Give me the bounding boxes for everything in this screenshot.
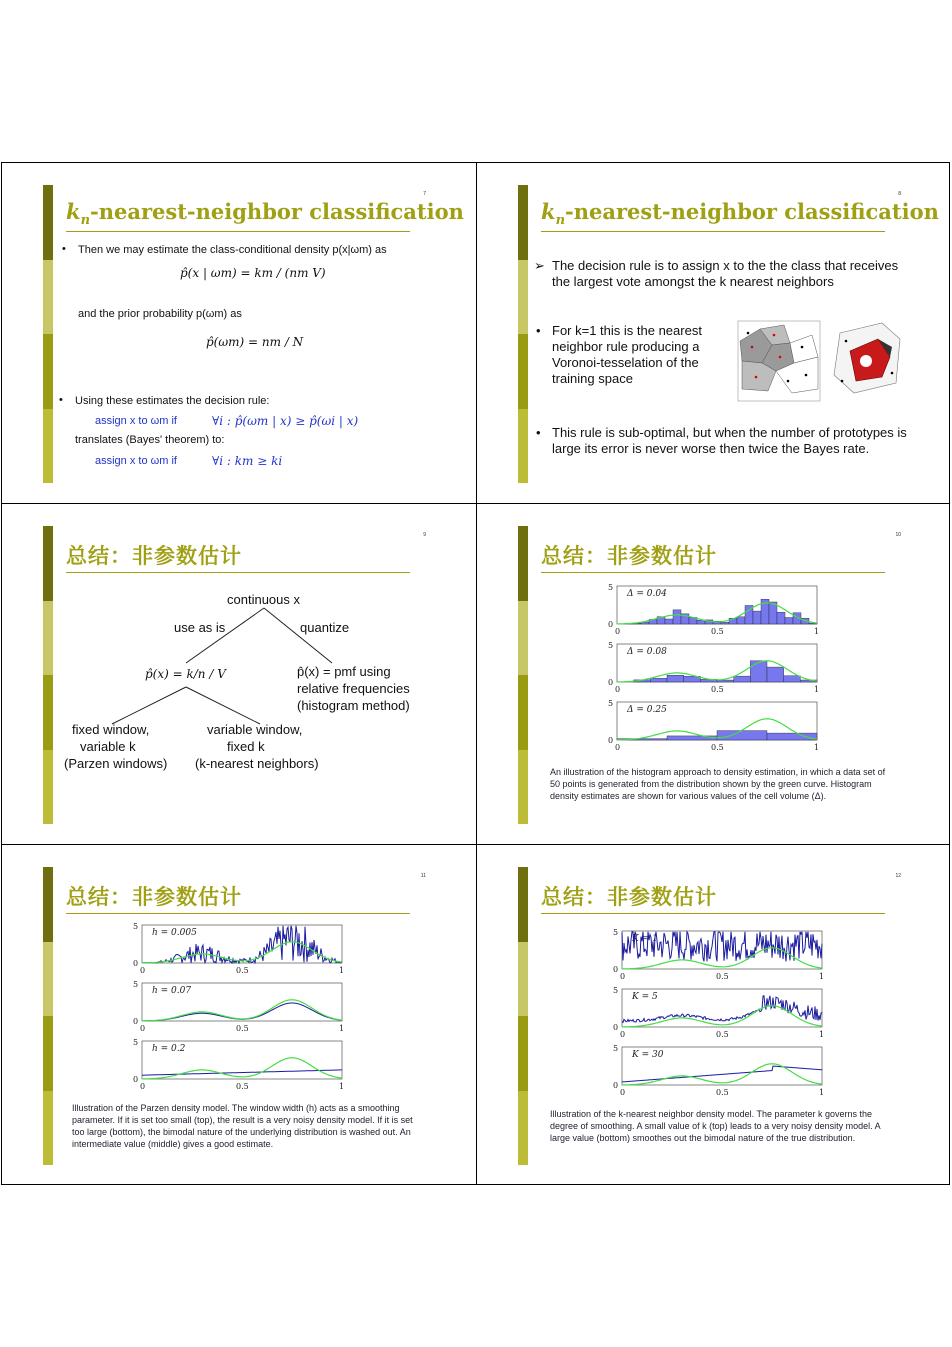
x-tick-label: 0 <box>140 966 146 975</box>
y-tick-label: 5 <box>133 922 139 931</box>
y-tick-label: 5 <box>608 583 614 592</box>
histogram-bar <box>721 622 729 624</box>
tree-node-text: relative frequencies <box>297 681 410 696</box>
panel-label: K = 30 <box>632 1050 664 1060</box>
x-tick-label: 0 <box>140 1024 146 1033</box>
slide-7 <box>2 163 476 503</box>
histogram-bar <box>737 617 745 624</box>
slide-title: 总结：非参数估计 <box>541 543 717 568</box>
accent-bar <box>518 185 528 483</box>
slide-grid <box>1 162 950 1185</box>
bullet-text: Then we may estimate the class-conditional density p(x|ωm) as <box>78 244 387 256</box>
histogram-bar <box>767 667 784 682</box>
slide-12 <box>477 845 951 1185</box>
bullet-dot: • <box>59 394 63 406</box>
title-underline <box>541 572 885 573</box>
histogram-bar <box>767 733 817 740</box>
x-tick-label: 0.5 <box>236 966 249 975</box>
y-tick-label: 0 <box>613 965 619 974</box>
page-number: 8 <box>898 191 901 197</box>
histogram-bar <box>650 678 667 682</box>
panel-label: K = 5 <box>632 992 658 1002</box>
page-number: 9 <box>423 532 426 538</box>
figure-caption: An illustration of the histogram approach to density estimation, in which a data set of 50 points is generated from the distribution shown by the green curve. Histogram density estimates are shown for various values of the cell volume (Δ). <box>550 767 886 801</box>
page-number: 10 <box>895 532 901 538</box>
y-tick-label: 0 <box>133 1075 139 1084</box>
equation-prior: p̂(ωm) = nm / N <box>206 335 304 349</box>
accent-bar <box>518 867 528 1165</box>
x-tick-label: 0 <box>615 685 621 694</box>
tree-leaf-text: variable k <box>80 739 136 754</box>
body-text: translates (Bayes' theorem) to: <box>75 434 225 446</box>
voronoi-illustration <box>732 311 912 406</box>
histogram-bar <box>750 661 767 682</box>
x-tick-label: 0.5 <box>236 1024 249 1033</box>
slide-10 <box>477 504 951 844</box>
x-tick-label: 0 <box>620 972 626 981</box>
bullet-text: Using these estimates the decision rule: <box>75 395 270 407</box>
y-tick-label: 5 <box>608 641 614 650</box>
title-underline <box>66 913 410 914</box>
bullet-text: This rule is sub-optimal, but when the number of prototypes is large its error is never worse then twice the Bayes rate. <box>552 425 907 456</box>
y-tick-label: 5 <box>608 699 614 708</box>
slide-title: $k_n-nearest$-neighbor classification <box>541 199 939 229</box>
y-tick-label: 5 <box>613 986 619 995</box>
panel-label: K = 1 <box>632 934 658 944</box>
figure-caption: Illustration of the k-nearest neighbor density model. The parameter k governs the degree of smoothing. A small value of k (top) leads to a very noisy density model. A large value (bottom) smoothes out the bimodal nature of the true distribution. <box>550 1109 881 1143</box>
estimation-tree <box>2 504 476 844</box>
x-tick-label: 0.5 <box>711 627 724 636</box>
accent-bar <box>43 867 53 1165</box>
x-tick-label: 1 <box>339 1024 345 1033</box>
panel-label: h = 0.2 <box>152 1044 186 1054</box>
x-tick-label: 0 <box>615 743 621 752</box>
panel-label: Δ = 0.04 <box>627 589 667 599</box>
title-underline <box>541 231 885 232</box>
bullet-text: For k=1 this is the nearest neighbor rule producing a Voronoi-tesselation of the training space <box>552 323 702 386</box>
bullet-text: The decision rule is to assign x to the the class that receives the largest vote amongst the k nearest neighbors <box>552 258 899 289</box>
y-tick-label: 0 <box>613 1081 619 1090</box>
x-tick-label: 1 <box>819 972 825 981</box>
arrow-bullet-icon: ➢ <box>534 258 545 273</box>
parzen-figure <box>130 917 355 1102</box>
panel-label: h = 0.005 <box>152 928 197 938</box>
equation-density: p̂(x | ωm) = km / (nm V) <box>180 266 326 280</box>
x-tick-label: 0 <box>140 1082 146 1091</box>
histogram-bar <box>717 731 767 740</box>
y-tick-label: 0 <box>133 1017 139 1026</box>
accent-bar <box>43 185 53 483</box>
body-text: and the prior probability p(ωm) as <box>78 308 242 320</box>
x-tick-label: 0.5 <box>716 972 729 981</box>
y-tick-label: 0 <box>608 678 614 687</box>
x-tick-label: 1 <box>814 685 820 694</box>
y-tick-label: 0 <box>133 959 139 968</box>
bullet-dot: • <box>536 323 541 338</box>
histogram-figure <box>605 578 830 763</box>
histogram-bar <box>665 619 673 624</box>
rule-label: assign x to ωm if <box>95 455 177 467</box>
histogram-bar <box>667 675 684 682</box>
x-tick-label: 0.5 <box>716 1088 729 1097</box>
y-tick-label: 5 <box>133 1038 139 1047</box>
knn-figure <box>610 923 835 1108</box>
tree-leaf-text: fixed window, <box>72 722 150 737</box>
tree-leaf-text: (Parzen windows) <box>64 756 168 771</box>
x-tick-label: 0.5 <box>711 743 724 752</box>
x-tick-label: 1 <box>814 627 820 636</box>
bullet-dot: • <box>62 243 66 255</box>
y-tick-label: 0 <box>608 620 614 629</box>
tree-edge-label: quantize <box>300 620 350 635</box>
slide-11 <box>2 845 476 1185</box>
histogram-bar <box>777 612 785 624</box>
histogram-bar <box>734 676 751 682</box>
y-tick-label: 5 <box>133 980 139 989</box>
x-tick-label: 0.5 <box>236 1082 249 1091</box>
tree-leaf-text: fixed k <box>227 739 265 754</box>
slide-8 <box>477 163 951 503</box>
y-tick-label: 5 <box>613 928 619 937</box>
slide-title: $k_n-nearest$-neighbor classification <box>66 199 464 229</box>
tree-leaf-text: (k-nearest neighbors) <box>195 756 319 771</box>
y-tick-label: 5 <box>613 1044 619 1053</box>
tree-root: continuous x <box>227 592 300 607</box>
histogram-bar <box>785 618 793 624</box>
tree-edge-label: use as is <box>174 620 226 635</box>
title-underline <box>541 913 885 914</box>
slide-title: 总结：非参数估计 <box>541 884 717 909</box>
tree-leaf-text: variable window, <box>207 722 303 737</box>
x-tick-label: 1 <box>819 1030 825 1039</box>
x-tick-label: 0 <box>620 1088 626 1097</box>
x-tick-label: 0 <box>620 1030 626 1039</box>
tree-node-formula: p̂(x) = k/n / V <box>145 667 226 681</box>
rule-condition: ∀i : km ≥ ki <box>212 454 283 468</box>
page-number: 12 <box>895 873 901 879</box>
accent-bar <box>518 526 528 824</box>
histogram-bar <box>753 611 761 624</box>
slide-title: 总结：非参数估计 <box>66 543 242 568</box>
x-tick-label: 1 <box>339 1082 345 1091</box>
x-tick-label: 0 <box>615 627 621 636</box>
histogram-bar <box>784 676 801 682</box>
rule-condition: ∀i : p̂(ωm | x) ≥ p̂(ωi | x) <box>212 414 359 428</box>
x-tick-label: 1 <box>814 743 820 752</box>
y-tick-label: 0 <box>613 1023 619 1032</box>
tree-node-text: (histogram method) <box>297 698 410 713</box>
bullet-dot: • <box>536 425 541 440</box>
panel-label: Δ = 0.08 <box>627 647 667 657</box>
panel-label: Δ = 0.25 <box>627 705 667 715</box>
panel-label: h = 0.07 <box>152 986 192 996</box>
figure-caption: Illustration of the Parzen density model. The window width (h) acts as a smoothing parameter. If it is set too small (top), the result is a very noisy density model. If it is set too large (bottom), the bimodal nature of the underlying distribution is washed out. An intermediate value (middle) gives a good estimate. <box>72 1103 413 1149</box>
page-number: 11 <box>420 873 426 879</box>
histogram-bar <box>667 736 717 740</box>
slide-9 <box>2 504 476 844</box>
x-tick-label: 0.5 <box>716 1030 729 1039</box>
histogram-bar <box>673 610 681 624</box>
x-tick-label: 0.5 <box>711 685 724 694</box>
slide-title: 总结：非参数估计 <box>66 884 242 909</box>
rule-label: assign x to ωm if <box>95 415 177 427</box>
page-number: 7 <box>423 191 426 197</box>
x-tick-label: 1 <box>819 1088 825 1097</box>
x-tick-label: 1 <box>339 966 345 975</box>
title-underline <box>66 231 410 232</box>
tree-node-text: p̂(x) = pmf using <box>297 664 391 679</box>
y-tick-label: 0 <box>608 736 614 745</box>
